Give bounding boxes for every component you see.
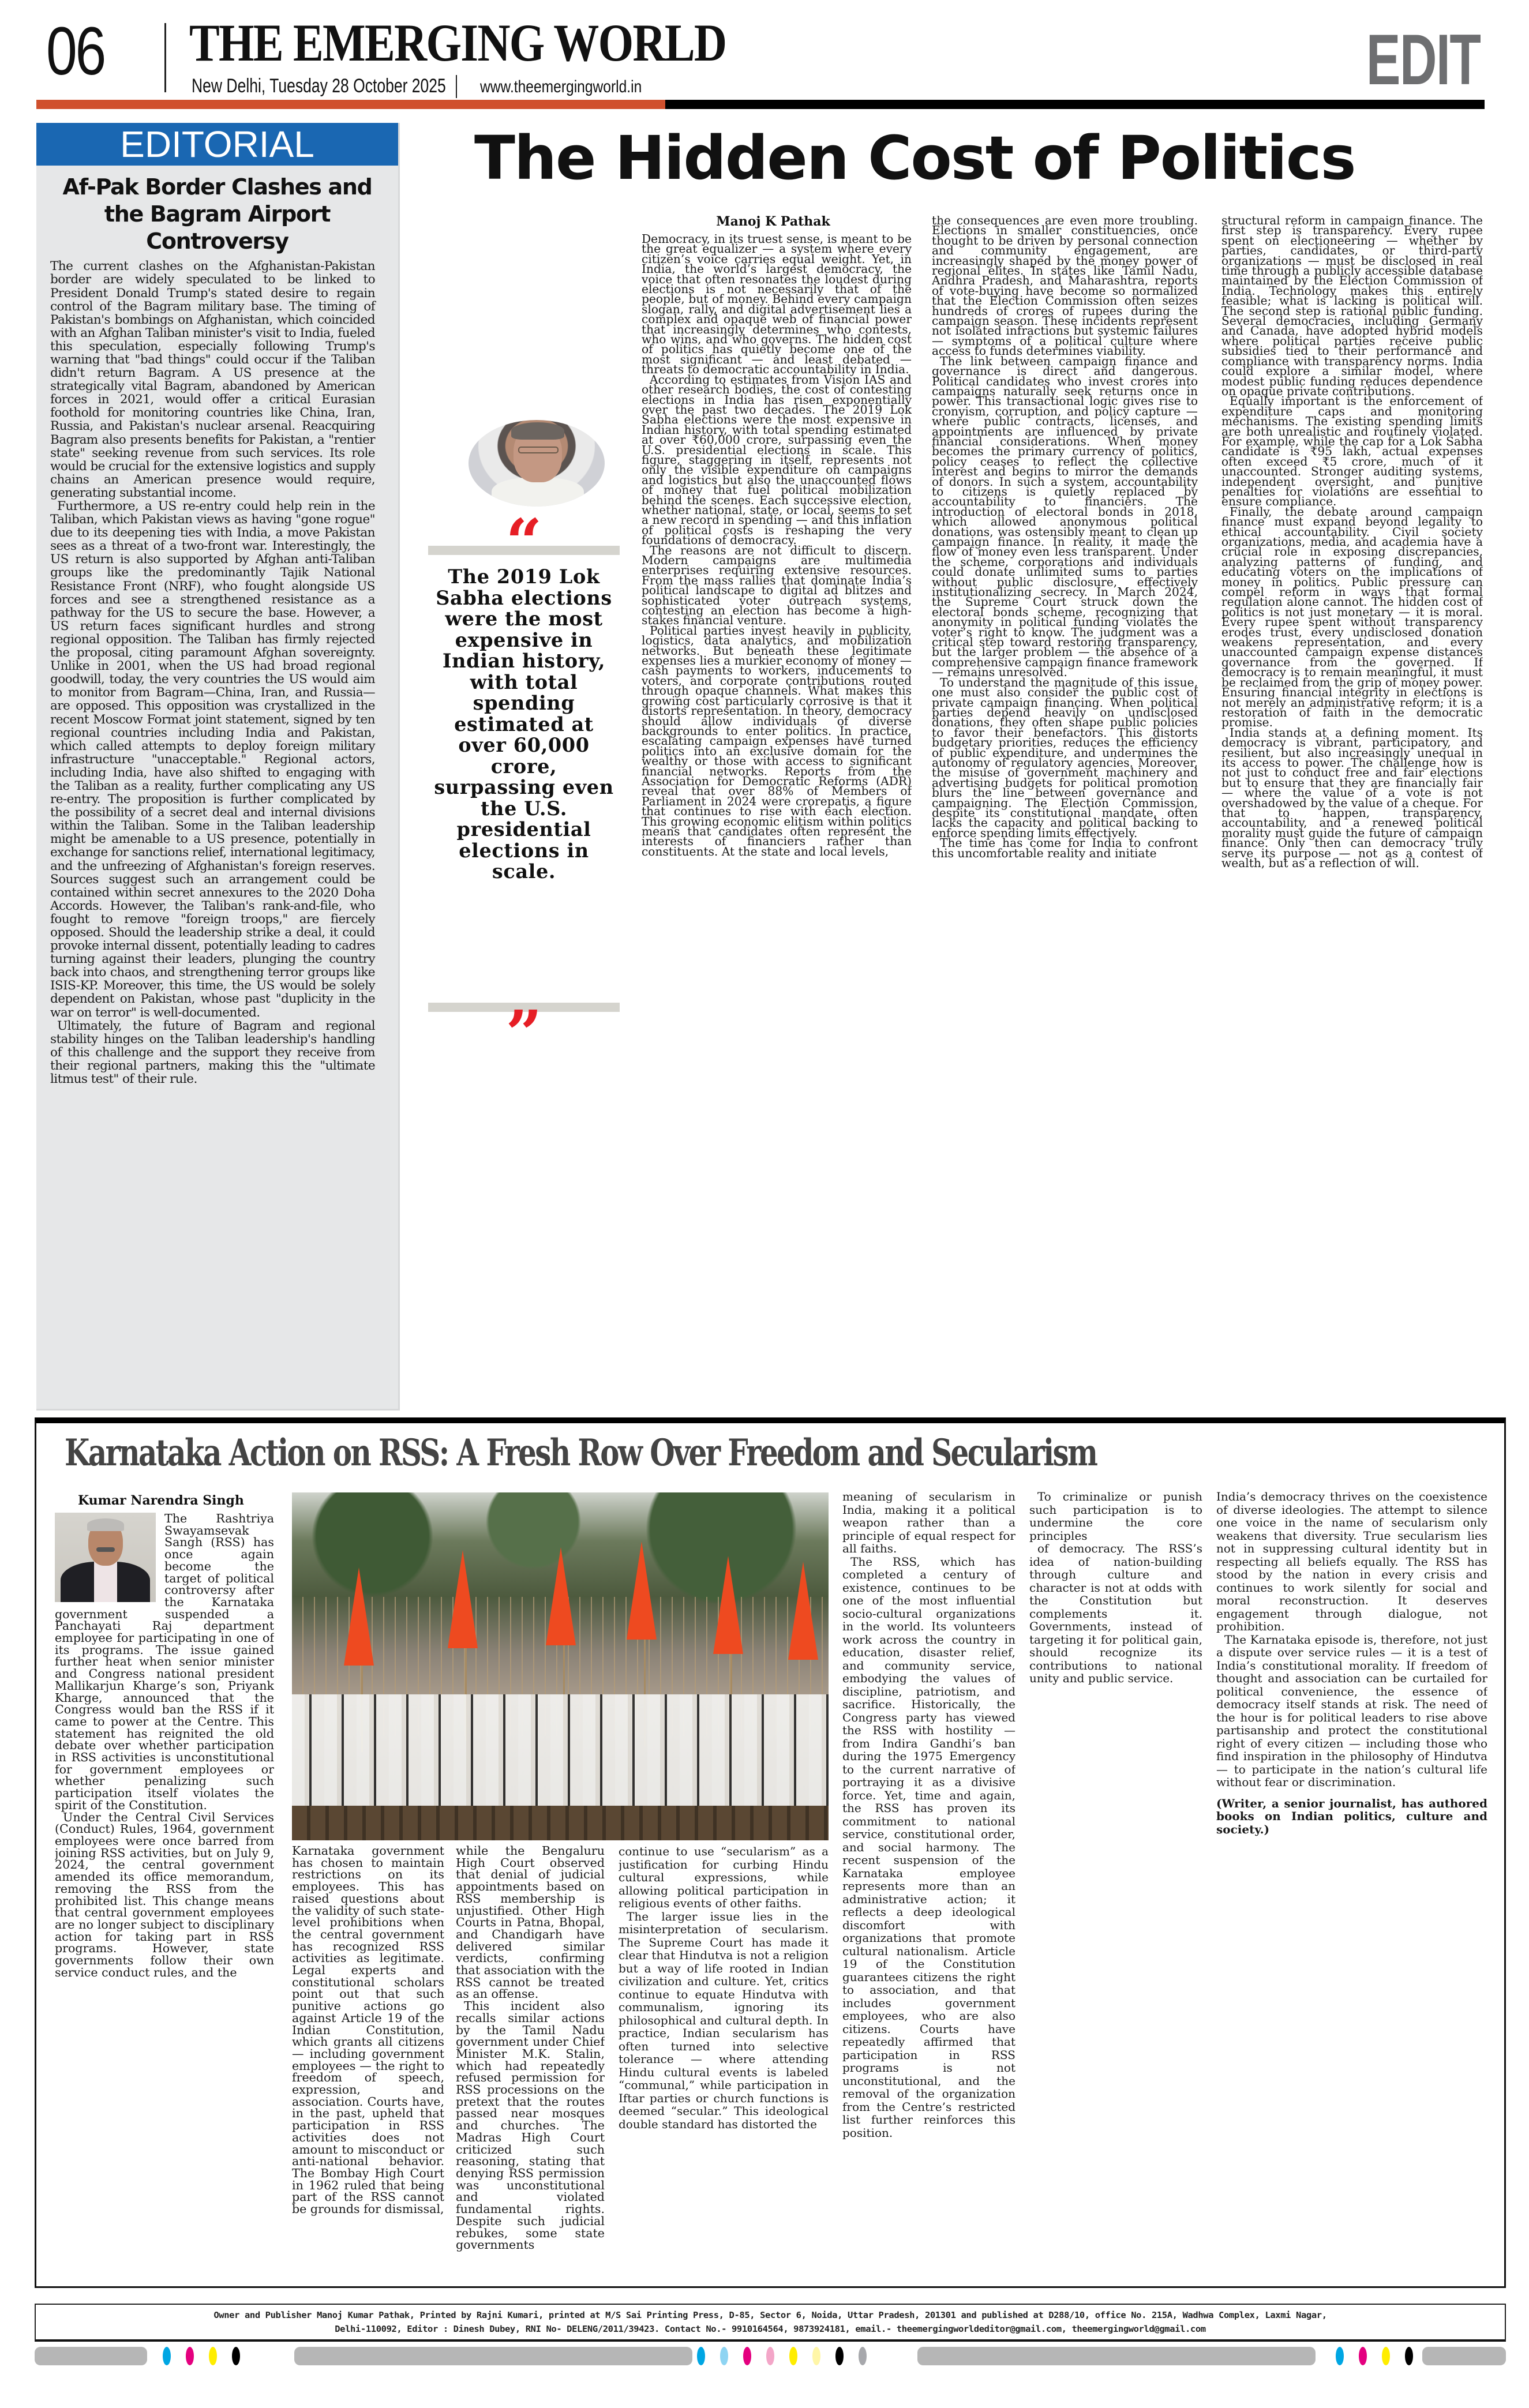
- imprint-box: [35, 2304, 1506, 2342]
- main-article-byline: Manoj K Pathak: [716, 214, 830, 229]
- article-paragraph: continue to use “secularism” as a justification for curbing Hindu cultural expressions, while allowing political participation in religious events of other faiths.: [619, 1845, 829, 1910]
- editorial-body: [36, 260, 398, 1086]
- registration-color-dot: [1405, 2347, 1413, 2365]
- karnataka-column-6: [1029, 1490, 1202, 2281]
- editorial-paragraph: Furthermore, a US re-entry could help rein in the Taliban, which Pakistan views as having "gone rogue" due to its deepening ties with India, a move Pakistan sees as a threat of a two-front war. Interestingly, the US return is also supported by Afghan anti-Taliban groups like the predominantly Tajik National Resistance Front (NRF), who fought alongside US forces and see a strengthened resistance as a pathway for the US to secure the base. However, a US return faces significant hurdles and strong regional opposition. The Taliban has firmly rejected the proposal, citing paramount Afghan sovereignty. Unlike in 2001, when the US had broad regional goodwill, today, the very countries the US would aim to monitor from Bagram—China, Iran, and Russia—are opposed. This opposition was crystallized in the recent Moscow Format joint statement, signed by ten regional countries including India and Pakistan, which called attempts to deploy foreign military infrastructure "unacceptable." Regional actors, including India, have also shifted to engaging with the Taliban as a reality, further complicating any US re-entry. The proposition is further complicated by the possibility of a secret deal and internal divisions within the Taliban. Some in the Taliban leadership might be amenable to a US presence, potentially in exchange for sanctions relief, international legitimacy, and the unfreezing of Afghanistan's foreign reserves. Sources suggest such an arrangement could be contained within secret annexures to the 2020 Doha Accords. However, the Taliban's rank-and-file, who fought to remove "foreign troops," are fiercely opposed. Should the leadership strike a deal, it could provoke internal dissent, potentially leading to cadres turning against their leaders, plunging the country back into chaos, and strengthening terror groups like ISIS-KP. Moreover, this time, the US would be solely dependent on Pakistan, whose past "duplicity in the war on terror" is well-documented.: [50, 499, 375, 1020]
- karnataka-column-2: [292, 1845, 444, 2280]
- registration-color-dot: [163, 2347, 171, 2365]
- masthead-rule-accent: [36, 100, 665, 109]
- article-paragraph: This incident also recalls similar actions by the Tamil Nadu government under Chief Minister M.K. Stalin, which had repeatedly refused permission for RSS processions on the pretext that the routes passed near mosques and churches. The Madras High Court criticized such reasoning, stating that denying RSS permission was unconstitutional and violated fundamental rights. Despite such judicial rebukes, some state governments: [456, 1999, 605, 2252]
- close-quote-icon: ”: [505, 1006, 542, 1052]
- editorial-banner: EDITORIAL: [36, 123, 398, 166]
- karnataka-column-5: [842, 1490, 1015, 2281]
- rss-rally-photo: [292, 1492, 829, 1840]
- editorial-paragraph: Ultimately, the future of Bagram and regional stability hinges on the Taliban leadership's handling of this challenge and the support they receive from their regional partners, making this the "ultimate litmus test" of their rule.: [50, 1018, 375, 1087]
- registration-color-dot: [1336, 2347, 1344, 2365]
- karnataka-article-headline: Karnataka Action on RSS: A Fresh Row Over Freedom and Secularism: [65, 1431, 1097, 1475]
- karnataka-column-4: [619, 1845, 829, 2280]
- article-paragraph: structural reform in campaign finance. The first step is transparency. Every rupee spent on electioneering — whether by parties, candidates, or third-party organizations — must be disclosed in real time through a publicly accessible database maintained by the Election Commission of India. Technology makes this entirely feasible; what is lacking is political will. The second step is rational public funding. Several democracies, including Germany and Canada, have adopted hybrid models where political parties receive public subsidies tied to their performance and compliance with transparency norms. India could explore a similar model, where modest public funding reduces dependence on opaque private contributions.: [1221, 216, 1483, 398]
- registration-color-dot: [232, 2347, 240, 2365]
- registration-bar-segment: [294, 2347, 692, 2365]
- article-paragraph: The Karnataka episode is, therefore, not just a dispute over service rules — it is a test of India’s constitutional morality. If freedom of thought and association can be curtailed for political convenience, the essence of democracy itself stands at risk. The need of the hour is for political leaders to rise above partisanship and protect the constitutional right of every citizen — including those who find inspiration in the philosophy of Hindutva — to participate in the nation’s cultural life without fear or discrimination.: [1216, 1632, 1487, 1789]
- registration-color-dot: [697, 2347, 705, 2365]
- article-paragraph: The reasons are not difficult to discern. Modern campaigns are multimedia enterprises requiring extensive resources. From the mass rallies that dominate India’s political landscape to digital ad blitzes and sophisticated voter outreach systems, contesting an election has become a high-stakes financial venture.: [642, 543, 912, 628]
- article-paragraph: India’s democracy thrives on the coexistence of diverse ideologies. The attempt to silence one voice in the name of secularism only weakens that diversity. True secularism lies not in suppressing cultural identity but in respecting all beliefs equally. The RSS has stood by the nation in every crisis and continues to work silently for social and moral reconstruction. It deserves engagement through dialogue, not prohibition.: [1216, 1490, 1487, 1633]
- author-photo: [469, 420, 605, 507]
- registration-bar-segment: [1422, 2347, 1506, 2365]
- main-article-column-1: [642, 234, 912, 1394]
- karnataka-article-byline: Kumar Narendra Singh: [78, 1493, 244, 1508]
- registration-color-dot: [835, 2347, 844, 2365]
- article-paragraph: To understand the magnitude of this issue, one must also consider the public cost of private campaign financing. When political parties depend heavily on undisclosed donations, they often shape public policies to favor their benefactors. This distorts budgetary priorities, reduces the efficiency of public expenditure, and undermines the autonomy of regulatory agencies. Moreover, the misuse of government machinery and advertising budgets for political promotion blurs the line between governance and campaigning. The Election Commission, despite its constitutional mandate, often lacks the capacity and political backing to enforce spending limits effectively.: [932, 675, 1198, 840]
- registration-color-dot: [1359, 2347, 1367, 2365]
- registration-color-dot: [859, 2347, 867, 2365]
- article-paragraph: meaning of secularism in India, making it a political weapon rather than a principle of equal respect for all faiths.: [842, 1490, 1015, 1555]
- editorial-paragraph: The current clashes on the Afghanistan-Pakistan border are widely speculated to be linked to President Donald Trump's stated desire to regain control of the Bagram military base. The timing of Pakistan's bombings on Afghanistan, which coincided with an Afghan Taliban minister's visit to India, fueled this speculation, especially following Trump's warning that "bad things" could occur if the Taliban didn't return Bagram. A US presence at the strategically vital Bagram, abandoned by American forces in 2021, would offer a critical Eurasian foothold for monitoring countries like China, Iran, Russia, and Pakistan's nuclear arsenal. Reacquiring Bagram also presents benefits for Pakistan, a "rentier state" seeking revenue from such services. Its role would be crucial for the extensive logistics and supply chains an American presence would require, generating substantial income.: [50, 259, 375, 500]
- registration-color-dot: [1382, 2347, 1390, 2365]
- website-link[interactable]: www.theemergingworld.in: [480, 77, 642, 96]
- article-paragraph: To criminalize or punish such participation is to undermine the core principles: [1029, 1490, 1202, 1543]
- newspaper-name: THE EMERGING WORLD: [189, 13, 726, 72]
- registration-color-dot: [186, 2347, 194, 2365]
- registration-color-dot: [766, 2347, 774, 2365]
- article-paragraph: while the Bengaluru High Court observed that denial of judicial appointments based on RSS membership is unjustified. Other High Courts in Patna, Bhopal, and Chandigarh have delivered similar verdicts, confirming that association with the RSS cannot be treated as an offense.: [456, 1845, 605, 2001]
- article-paragraph: Democracy, in its truest sense, is meant to be the great equalizer — a system where every citizen’s voice carries equal weight. Yet, in India, the world’s largest democracy, the voice that often resonates the loudest during elections is not necessarily that of the people, but of money. Behind every campaign slogan, rally, and digital advertisement lies a complex and opaque web of financial power that increasingly determines who contests, who wins, and who governs. The hidden cost of politics has quietly become one of the most significant — and least debated — threats to democratic accountability in India.: [642, 234, 912, 377]
- registration-bar-segment: [35, 2347, 147, 2365]
- article-paragraph: Under the Central Civil Services (Conduct) Rules, 1964, government employees were once barred from joining RSS activities, but on July 9, 2024, the central government amended its office memorandum, removing the RSS from the prohibited list. This change means that central government employees are no longer subject to disciplinary action for taking part in RSS programs. However, state governments follow their own service conduct rules, and the: [55, 1810, 274, 1979]
- article-paragraph: Karnataka government has chosen to maintain restrictions on its employees. This has raised questions about the validity of such state-level prohibitions when the central government has recognized RSS activities as legitimate. Legal experts and constitutional scholars point out that such punitive actions go against Article 19 of the Indian Constitution, which grants all citizens — including government employees — the right to freedom of speech, expression, and association. Courts have, in the past, upheld that participation in RSS activities does not amount to misconduct or anti-national behavior. The Bombay High Court in 1962 ruled that being part of the RSS cannot be grounds for dismissal,: [292, 1845, 444, 2216]
- karnataka-column-1: [55, 1513, 274, 2280]
- article-paragraph: The RSS, which has completed a century of existence, continues to be one of the most influential socio-cultural organizations in the world. Its volunteers work across the country in education, disaster relief, and community service, embodying the values of discipline, patriotism, and sacrifice. Historically, the Congress party has viewed the RSS with hostility — from Indira Gandhi’s ban during the 1975 Emergency to the current narrative of portraying it as a divisive force. Yet, time and again, the RSS has proven its commitment to national service, constitutional order, and social harmony. The recent suspension of the Karnataka employee represents more than an administrative action; it reflects a deep ideological discomfort with organizations that promote cultural nationalism. Article 19 of the Constitution guarantees citizens the right to association, and that includes government employees, who are also citizens. Courts have repeatedly affirmed that participation in RSS programs is not unconstitutional, and the removal of the organization from the Centre’s restricted list further reinforces this position.: [842, 1554, 1015, 2140]
- section-label: EDIT: [1366, 20, 1480, 100]
- registration-bar-segment: [917, 2347, 1316, 2365]
- article-paragraph: Finally, the debate around campaign finance must expand beyond legality to ethical accountability. Civil society organizations, media, and academia have a crucial role in exposing discrepancies, analyzing patterns of funding, and educating voters on the implications of money in politics. Public pressure can compel reform in ways that formal regulation alone cannot. The hidden cost of politics is not just monetary — it is moral. Every rupee spent without transparency erodes trust, every undisclosed donation weakens representation, and every unaccounted campaign expense distances governance from the governed. If democracy is to remain meaningful, it must be reclaimed from the grip of money power. Ensuring financial integrity in elections is not merely an administrative reform; it is a restoration of faith in the democratic promise.: [1221, 504, 1483, 730]
- pull-quote: The 2019 Lok Sabha elections were the most expensive in Indian history, with total spending estimated at over 60,000 crore, surpassing even the U.S. presidential elections in scale.: [434, 567, 614, 883]
- article-paragraph: Equally important is the enforcement of expenditure caps and monitoring mechanisms. The existing spending limits are both unrealistic and routinely violated. For example, while the cap for a Lok Sabha candidate is ₹95 lakh, actual expenses often exceed ₹5 crore, much of it unaccounted. Stronger auditing systems, independent oversight, and punitive penalties for violations are essential to ensure compliance.: [1221, 394, 1483, 509]
- article-paragraph: The larger issue lies in the misinterpretation of secularism. The Supreme Court has made it clear that Hindutva is not a religion but a way of life rooted in Indian civilization and culture. Yet, critics continue to equate Hindutva with communalism, ignoring its philosophical and cultural depth. In practice, Indian secularism has often turned into selective tolerance — where attending Hindu cultural events is labeled “communal,” while participation in Iftar parties or church functions is deemed “secular.” This ideological double standard has distorted the: [619, 1909, 829, 2131]
- masthead: [0, 0, 1529, 115]
- article-paragraph: India stands at a defining moment. Its democracy is vibrant, participatory, and resilient, but also increasingly unequal in its access to power. The challenge now is not just to conduct free and fair elections but to ensure that they are financially fair — where the value of a vote is not overshadowed by the value of a cheque. For that to happen, transparency, accountability, and a renewed political morality must guide the future of campaign finance. Only then can democracy truly serve its purpose — not as a contest of wealth, but as a reflection of will.: [1221, 725, 1483, 870]
- karnataka-author-photo: [55, 1513, 156, 1602]
- page-number: 06: [46, 13, 105, 89]
- writer-note: (Writer, a senior journalist, has authored books on Indian politics, culture and society.): [1216, 1796, 1487, 1836]
- article-paragraph: Political parties invest heavily in publicity, logistics, data analytics, and mobilization networks. But beneath these legitimate expenses lies a murkier economy of money — cash payments to workers, inducements to voters, and corporate contributions routed through opaque channels. What makes this growing cost particularly corrosive is that it distorts representation. In theory, democracy should allow individuals of diverse backgrounds to enter politics. In practice, escalating campaign expenses have turned politics into an exclusive domain for the wealthy or those with access to significant financial networks. Reports from the Association for Democratic Reforms (ADR) reveal that over 88% of Members of Parliament in 2024 were crorepatis, a figure that continues to rise with each election. This growing economic elitism within politics means that candidates often represent the interests of financiers rather than constituents. At the state and local levels,: [642, 623, 912, 858]
- karnataka-column-3: [456, 1845, 605, 2280]
- editorial-headline: Af-Pak Border Clashes and the Bagram Airport Controversy: [62, 174, 372, 254]
- main-article-column-3: [1221, 216, 1483, 1394]
- masthead-divider: [164, 23, 166, 92]
- registration-color-dot: [743, 2347, 751, 2365]
- article-paragraph: the consequences are even more troubling. Elections in smaller constituencies, once thought to be driven by personal connection and community engagement, are increasingly shaped by the money power of regional elites. In states like Tamil Nadu, Andhra Pradesh, and Maharashtra, reports of vote-buying have become so normalized that the Election Commission often seizes hundreds of crores of rupees during the campaign season. These incidents represent not isolated infractions but systemic failures — symptoms of a political culture where access to funds determines viability.: [932, 216, 1198, 358]
- imprint-line-2: Delhi-110092, Editor : Dinesh Dubey, RNI No- DELENG/2011/39423. Contact No.- 9910164564, 9873924181, email.- theemergingworldeditor@gmail.com, theemergingworld@gmail.com: [335, 2324, 1206, 2334]
- imprint-line-1: Owner and Publisher Manoj Kumar Pathak, Printed by Rajni Kumari, printed at M/S Sai Printing Press, D-85, Sector 6, Noida, Uttar Pradesh, 201301 and published at D288/10, office No. 215A, Wadhwa Complex, Laxmi Nagar,: [213, 2310, 1327, 2320]
- registration-color-dot: [812, 2347, 820, 2365]
- article-paragraph: The time has come for India to confront this uncomfortable reality and initiate: [932, 836, 1198, 860]
- article-paragraph: According to estimates from Vision IAS and other research bodies, the cost of contesting elections in India has risen exponentially over the past two decades. The 2019 Lok Sabha elections were the most expensive in Indian history, with total spending estimated at over ₹60,000 crore, surpassing even the U.S. presidential elections in scale. This figure, staggering in itself, represents not only the visible expenditure on campaigns and logistics but also the unaccounted flows of money that fuel political mobilization behind the scenes. Each successive election, whether national, state, or local, seems to set a new record in spending — and this inflation of political costs is reshaping the very foundations of democracy.: [642, 372, 912, 547]
- registration-color-dot: [789, 2347, 797, 2365]
- masthead-rule: [665, 100, 1485, 109]
- registration-marks: [35, 2347, 1506, 2366]
- article-paragraph: The link between campaign finance and governance is direct and dangerous. Political candidates who invest crores into campaigns naturally seek returns once in power. This transactional logic gives rise to cronyism, corruption, and policy capture — where public contracts, licenses, and appointments are influenced by private financial considerations. When money becomes the primary currency of politics, policy ceases to reflect the collective interest and begins to mirror the demands of donors. In such a system, accountability to citizens is quietly replaced by accountability to financiers. The introduction of electoral bonds in 2018, which allowed anonymous political donations, was ostensibly meant to clean up campaign finance. In reality, it made the flow of money even less transparent. Under the scheme, corporations and individuals could donate unlimited sums to parties without public disclosure, effectively institutionalizing secrecy. In March 2024, the Supreme Court struck down the electoral bonds scheme, recognizing that anonymity in political funding violates the voter’s right to know. The judgment was a critical step toward restoring transparency, but the larger problem — the absence of a comprehensive campaign finance framework — remains unresolved.: [932, 354, 1198, 680]
- open-quote-icon: “: [505, 515, 542, 561]
- registration-color-dot: [209, 2347, 217, 2365]
- editorial-sidebar: [36, 123, 400, 1411]
- main-article-column-2: [932, 216, 1198, 1394]
- article-paragraph: The Rashtriya Swayamsevak Sangh (RSS) has once again become the target of political controversy after the Karnataka government suspended a Panchayati Raj department employee for participating in one of its programs. The issue gained further heat when senior minister and Congress national president Mallikarjun Kharge’s son, Priyank Kharge, announced that the Congress would ban the RSS if it came to power at the Centre. This statement has reignited the old debate over whether participation in RSS activities is unconstitutional for government employees or whether penalizing such participation itself violates the spirit of the Constitution.: [55, 1513, 274, 1812]
- karnataka-column-7: [1216, 1490, 1487, 2281]
- dateline-divider: [456, 75, 457, 98]
- main-article-headline: The Hidden Cost of Politics: [474, 123, 1355, 193]
- registration-color-dot: [720, 2347, 728, 2365]
- dateline: New Delhi, Tuesday 28 October 2025: [192, 75, 446, 97]
- article-paragraph: of democracy. The RSS’s idea of nation-building through culture and character is not at odds with the Constitution but complements it. Governments, instead of targeting it for political gain, should recognize its contributions to national unity and public service.: [1029, 1541, 1202, 1685]
